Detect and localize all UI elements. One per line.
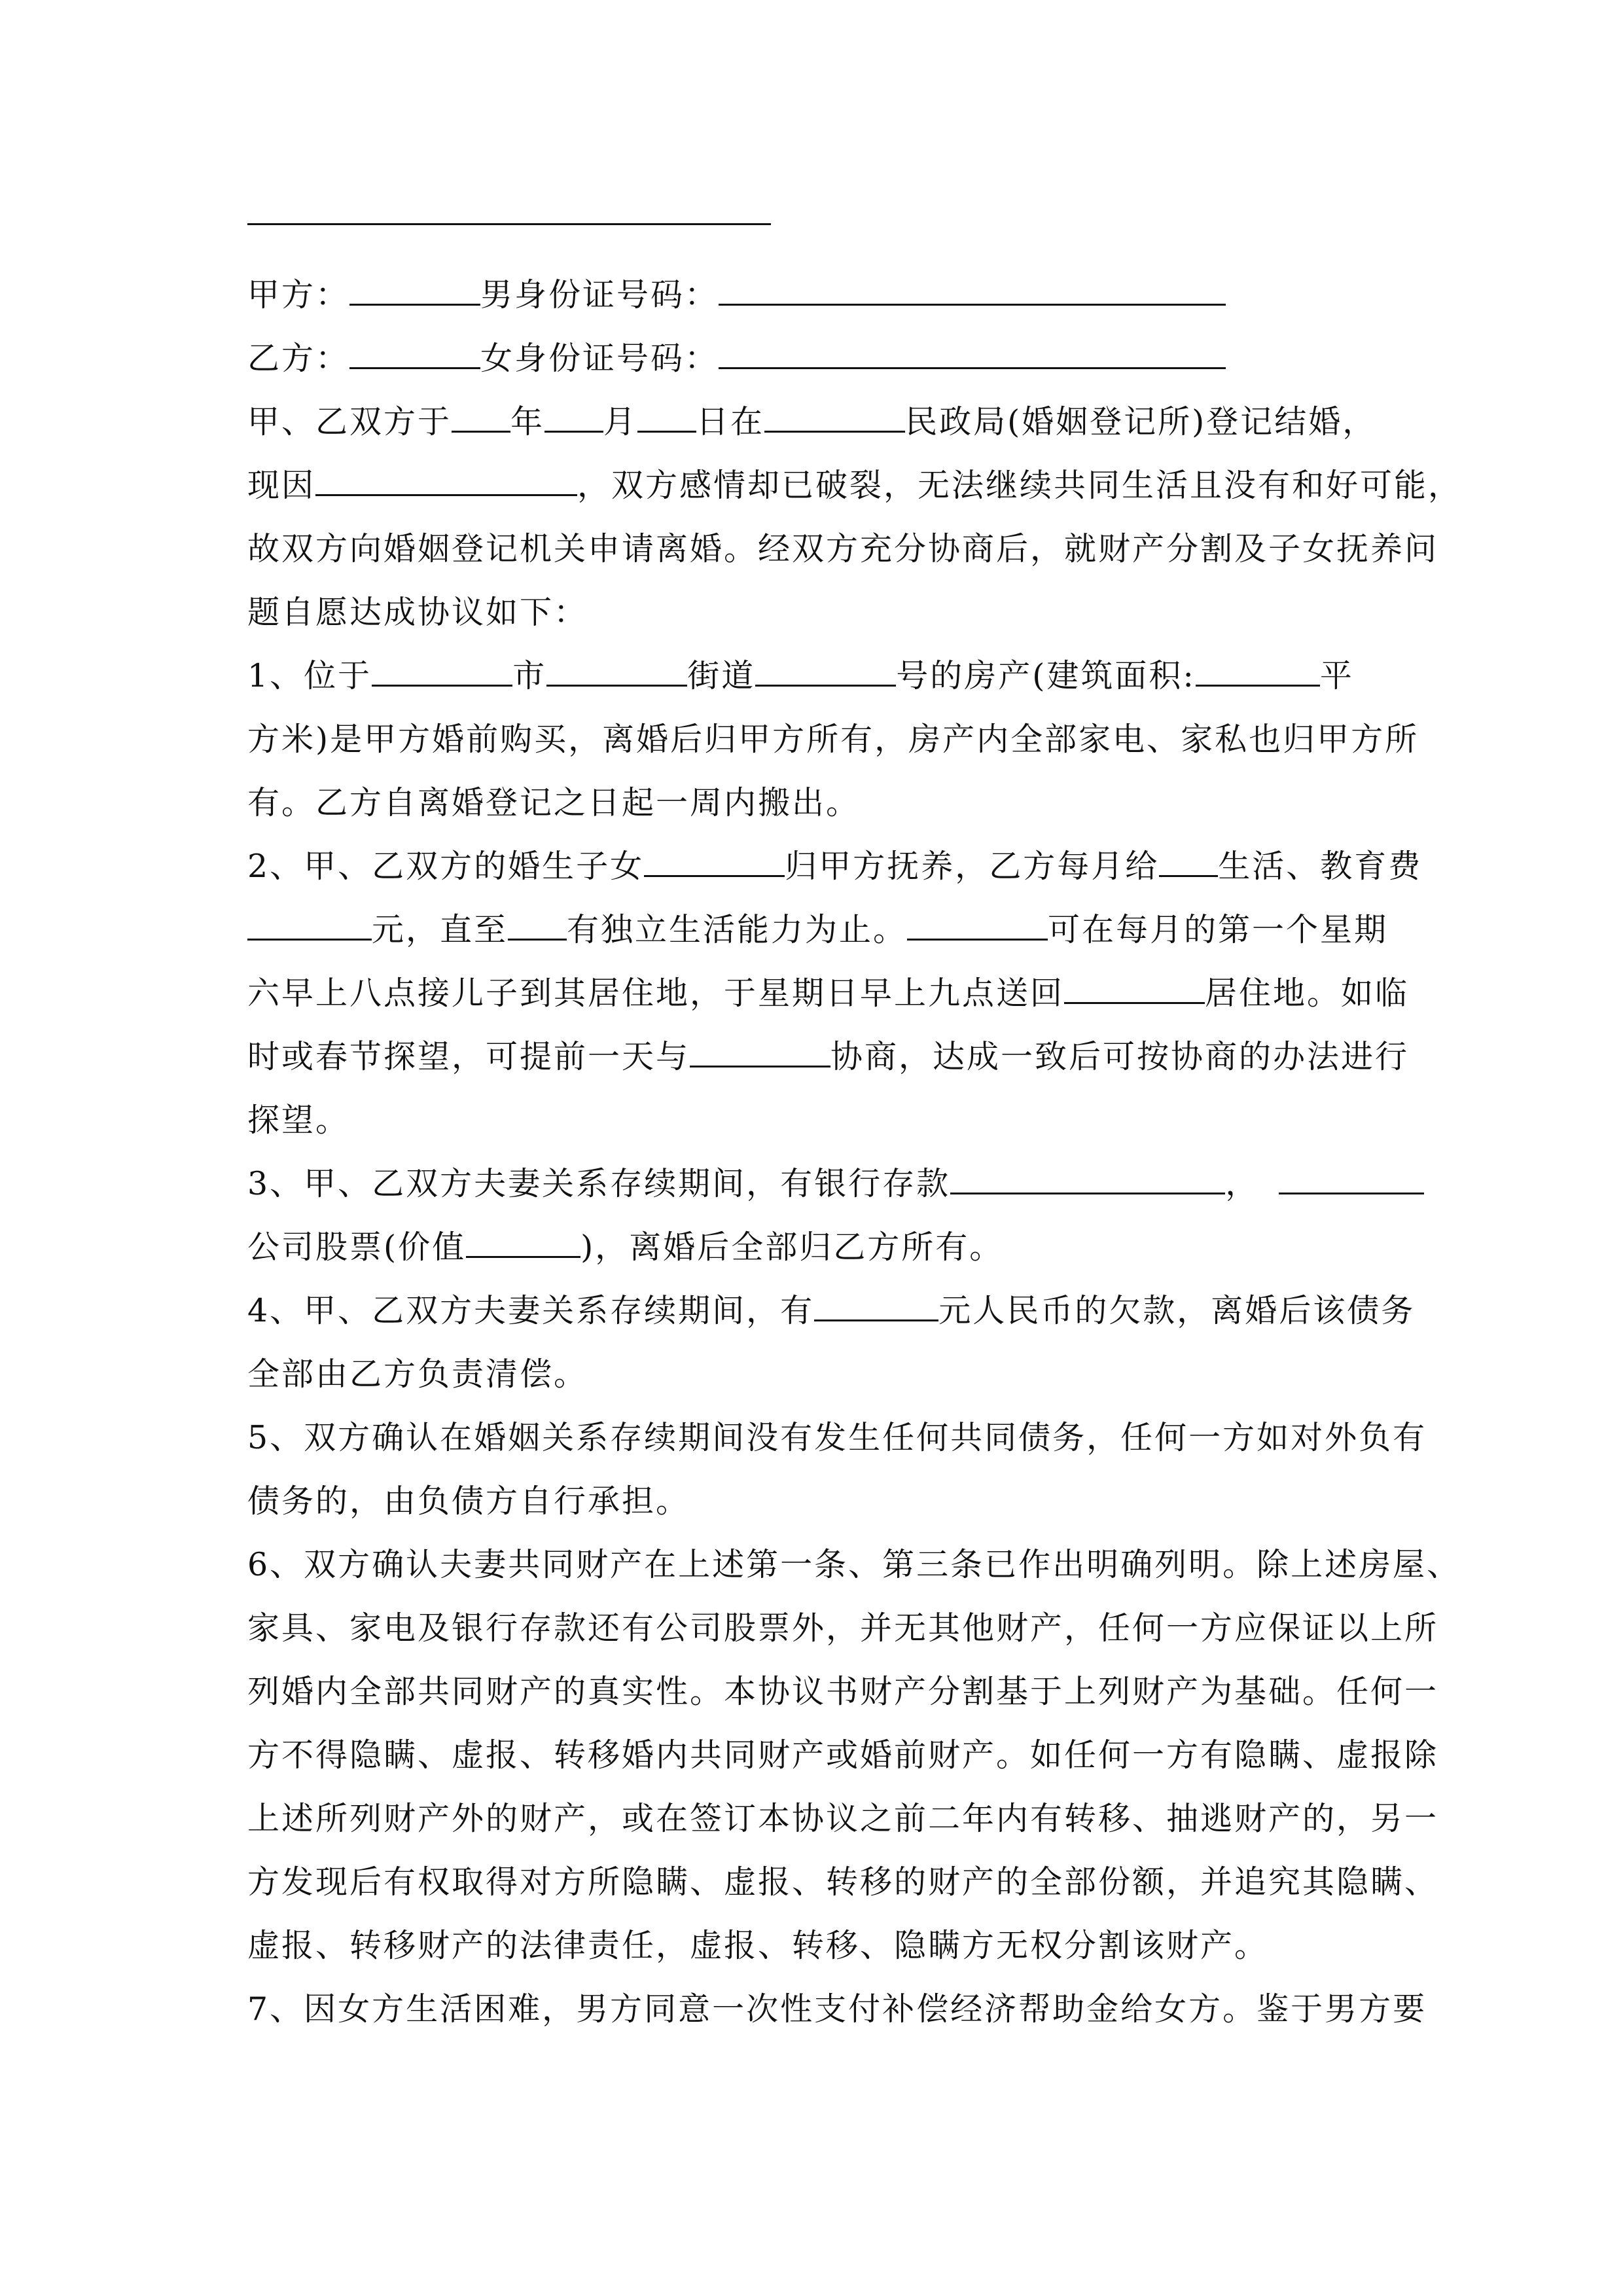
bureau-blank [764, 404, 905, 433]
house-number-blank [755, 658, 896, 687]
visitor-blank [907, 912, 1048, 941]
clause7-line-1: 7、因女方生活困难，男方同意一次性支付补偿经济帮助金给女方。鉴于男方要 [247, 1990, 1427, 2028]
text: 甲、乙双方于 [247, 403, 452, 440]
intro-line-2 [247, 454, 1463, 517]
clause4-line-2: 全部由乙方负责清偿。 [247, 1355, 588, 1393]
party-a-line [247, 263, 1389, 327]
clause6-line-5: 上述所列财产外的财产，或在签订本协议之前二年内有转移、抽逃财产的，另一 [247, 1800, 1439, 1837]
clause4-line-1 [247, 1279, 1416, 1342]
clause1-line-3: 有。乙方自离婚登记之日起一周内搬出。 [247, 784, 861, 821]
text: 号的房产(建筑面积: [896, 657, 1196, 694]
clause5-line-2: 债务的，由负债方自行承担。 [247, 1482, 690, 1520]
clause3-line-1 [247, 1152, 1389, 1215]
clause5-line-1: 5、双方确认在婚姻关系存续期间没有发生任何共同债务，任何一方如对外负有 [247, 1419, 1427, 1456]
reason-blank [315, 468, 577, 496]
text: 时或春节探望，可提前一天与 [247, 1038, 690, 1075]
party-a-id-label: 男身份证号码： [480, 276, 719, 314]
debt-blank [814, 1293, 938, 1321]
text: ，双方感情却已破裂，无法继续共同生活且没有和好可能， [577, 467, 1463, 504]
party-a-id-blank [719, 278, 1226, 306]
consult-blank [690, 1039, 830, 1067]
text: 平 [1319, 657, 1354, 694]
text: 日在 [696, 403, 765, 440]
party-b-label: 乙方： [247, 340, 350, 377]
deposit-blank [950, 1166, 1225, 1194]
clause2-line-3 [247, 961, 1410, 1025]
company-blank [1279, 1166, 1424, 1194]
text: 协商，达成一致后可按协商的办法进行 [830, 1038, 1410, 1075]
text: 生活、教育费 [1218, 848, 1423, 885]
clause1-line-2: 方米)是甲方婚前购买，离婚后归甲方所有，房产内全部家电、家私也归甲方所 [247, 721, 1419, 758]
clause6-line-4: 方不得隐瞒、虚报、转移婚内共同财产或婚前财产。如任何一方有隐瞒、虚报除 [247, 1736, 1439, 1774]
party-b-id-label: 女身份证号码： [480, 340, 719, 377]
text: 月 [603, 403, 638, 440]
stock-value-blank [466, 1230, 580, 1258]
text: 元，直至 [372, 911, 508, 948]
text: 街道 [687, 657, 756, 694]
until-blank [508, 912, 567, 941]
document-body [247, 263, 1463, 2041]
party-a-label: 甲方： [247, 276, 350, 314]
party-a-name-blank [349, 278, 480, 306]
text: 年 [510, 403, 545, 440]
day-blank [637, 404, 696, 433]
text: 2、甲、乙双方的婚生子女 [247, 848, 645, 885]
fee-blank [247, 912, 372, 941]
party-b-name-blank [349, 341, 480, 369]
clause6-line-2: 家具、家电及银行存款还有公司股票外，并无其他财产，任何一方应保证以上所 [247, 1609, 1439, 1647]
text: )，离婚后全部归乙方所有。 [580, 1229, 1004, 1266]
child-blank [644, 849, 785, 877]
month-blank [544, 404, 603, 433]
street-blank [546, 658, 687, 687]
party-b-line [247, 327, 1389, 390]
text: ， [1225, 1165, 1260, 1202]
year-blank [452, 404, 510, 433]
text: 市 [512, 657, 547, 694]
clause6-line-6: 方发现后有权取得对方所隐瞒、虚报、转移的财产的全部份额，并追究其隐瞒、 [247, 1863, 1439, 1901]
clause6-line-1: 6、双方确认夫妻共同财产在上述第一条、第三条已作出明确列明。除上述房屋、 [247, 1546, 1461, 1583]
monthly-blank [1159, 849, 1218, 877]
text: 1、位于 [247, 657, 372, 694]
clause6-line-3: 列婚内全部共同财产的真实性。本协议书财产分割基于上列财产为基础。任何一 [247, 1673, 1439, 1710]
clause2-line-1 [247, 834, 1423, 898]
top-rule [247, 223, 771, 225]
clause1-line-1 [247, 644, 1389, 708]
residence-blank [1064, 976, 1205, 1004]
intro-line-4: 题自愿达成协议如下： [247, 594, 588, 631]
clause2-line-4 [247, 1025, 1410, 1088]
clause6-line-7: 虚报、转移财产的法律责任，虚报、转移、隐瞒方无权分割该财产。 [247, 1927, 1269, 1964]
clause2-line-5: 探望。 [247, 1102, 350, 1139]
intro-line-3: 故双方向婚姻登记机关申请离婚。经双方充分协商后，就财产分割及子女抚养问 [247, 530, 1439, 567]
text: 六早上八点接儿子到其居住地，于星期日早上九点送回 [247, 975, 1065, 1012]
text: 4、甲、乙双方夫妻关系存续期间，有 [247, 1292, 815, 1329]
text: 公司股票(价值 [247, 1229, 467, 1266]
area-blank [1196, 658, 1320, 687]
text: 有独立生活能力为止。 [567, 911, 908, 948]
text: 现因 [247, 467, 316, 504]
party-b-id-blank [719, 341, 1226, 369]
city-blank [372, 658, 512, 687]
clause2-line-2 [247, 898, 1389, 961]
text: 民政局(婚姻登记所)登记结婚， [905, 403, 1377, 440]
text: 元人民币的欠款，离婚后该债务 [938, 1292, 1416, 1329]
intro-line-1 [247, 390, 1389, 454]
text: 可在每月的第一个星期 [1048, 911, 1389, 948]
text: 3、甲、乙双方夫妻关系存续期间，有银行存款 [247, 1165, 951, 1202]
text: 归甲方抚养，乙方每月给 [785, 848, 1160, 885]
clause3-line-2 [247, 1215, 1389, 1279]
text: 居住地。如临 [1205, 975, 1410, 1012]
